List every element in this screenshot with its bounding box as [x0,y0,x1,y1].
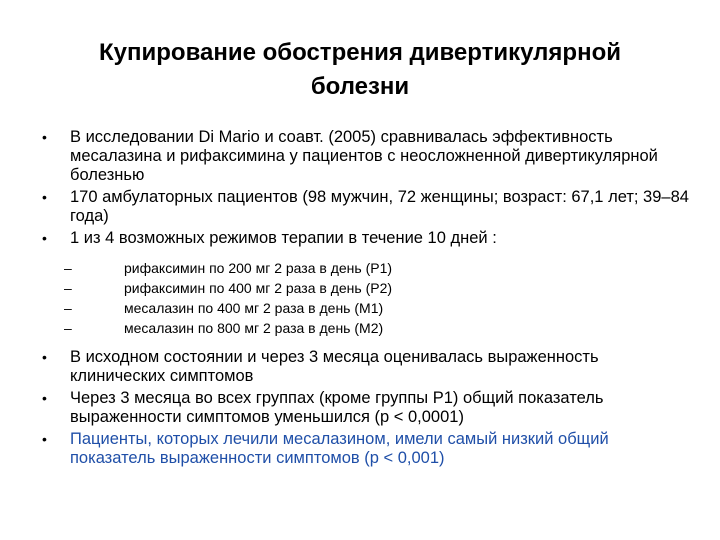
bullet-item-mesalazine-conclusion [42,430,692,468]
regimen-text: рифаксимин по 200 мг 2 раза в день (P1) [124,260,393,276]
slide-body [42,128,692,471]
regimen-list [42,258,692,338]
bullet-text: 170 амбулаторных пациентов (98 мужчин, 72 женщины; возраст: 67,1 лет; 39–84 года) [70,188,689,225]
bullet-item-result-3-months [42,389,692,427]
bullet-icon: • [42,189,47,205]
regimen-text: месалазин по 800 мг 2 раза в день (M2) [124,320,384,336]
slide-title-line-2: болезни [310,73,410,100]
bullet-text: В исследовании Di Mario и соавт. (2005) сравнивалась эффективность месалазина и рифаксимина у пациентов с неосложненной дивертикулярной болезнью [70,128,658,184]
dash-icon: – [64,300,72,316]
bullet-item-regimens [42,229,692,248]
bullet-text-highlighted: Пациенты, которых лечили месалазином, имели самый низкий общий показатель выраженности симптомов (р < 0,001) [70,430,609,467]
regimen-text: месалазин по 400 мг 2 раза в день (M1) [124,300,384,316]
slide-title [60,36,660,104]
bullet-item-patients [42,188,692,226]
bullet-text: Через 3 месяца во всех группах (кроме группы P1) общий показатель выраженности симптомов уменьшился (р < 0,0001) [70,389,604,426]
bullet-icon: • [42,390,47,406]
bullet-text: 1 из 4 возможных режимов терапии в течение 10 дней : [70,229,497,247]
dash-icon: – [64,320,72,336]
bullet-item-assessment [42,348,692,386]
bullet-icon: • [42,349,47,365]
regimen-text: рифаксимин по 400 мг 2 раза в день (P2) [124,280,393,296]
dash-icon: – [64,260,72,276]
bullet-item-study [42,128,692,185]
bullet-icon: • [42,431,47,447]
regimen-item-p2 [64,278,692,298]
slide-title-line-1: Купирование обострения дивертикулярной [99,39,621,66]
regimen-item-m2 [64,318,692,338]
regimen-item-p1 [64,258,692,278]
dash-icon: – [64,280,72,296]
bullet-text: В исходном состоянии и через 3 месяца оценивалась выраженность клинических симптомов [70,348,599,385]
bullet-icon: • [42,129,47,145]
regimen-item-m1 [64,298,692,318]
bullet-icon: • [42,230,47,246]
